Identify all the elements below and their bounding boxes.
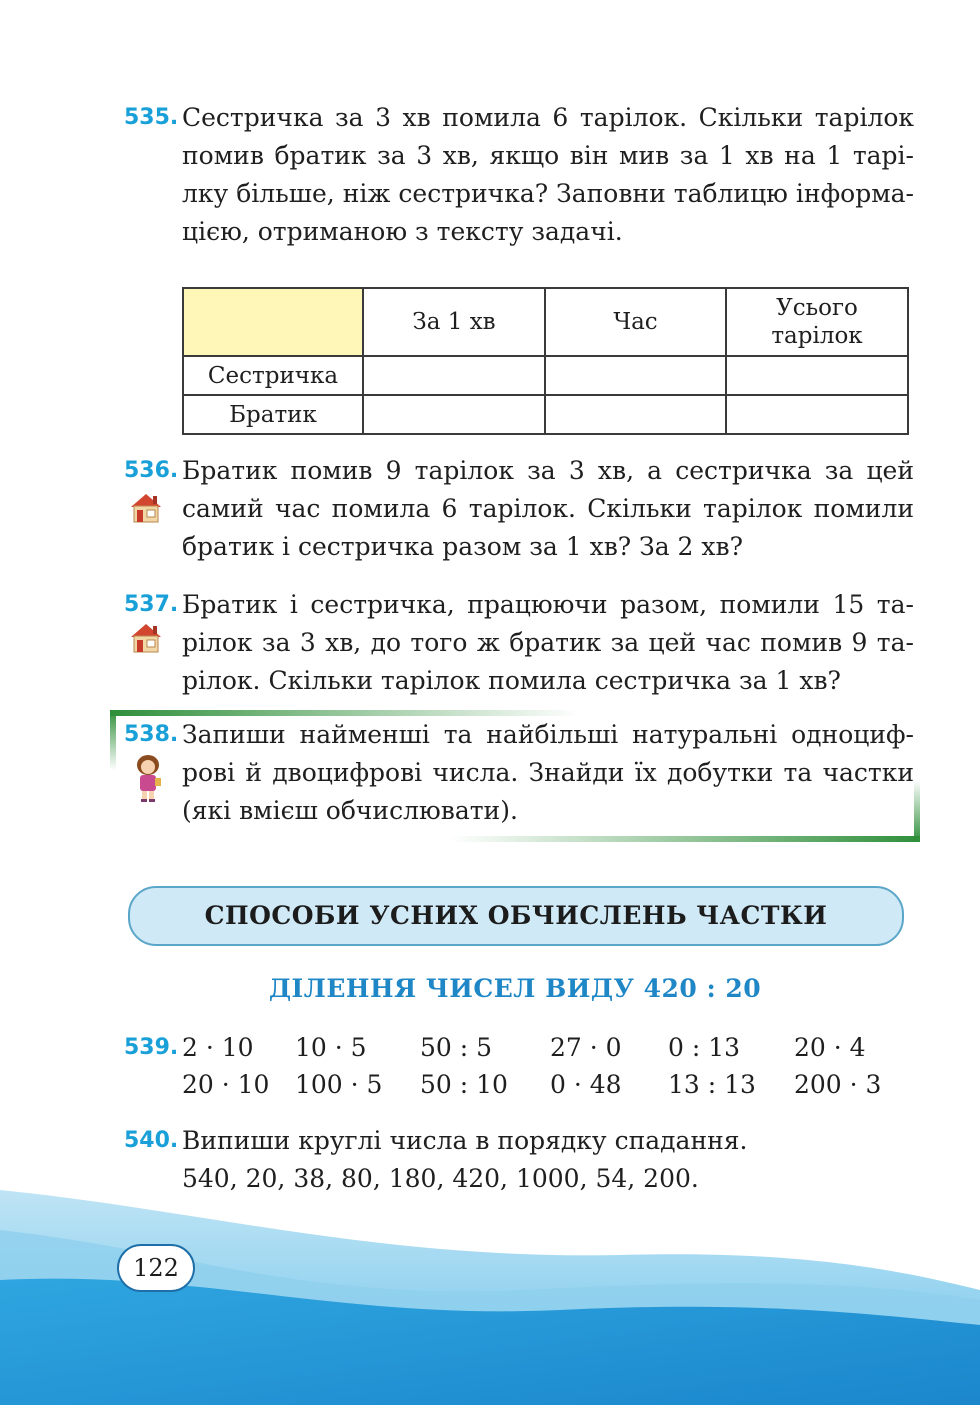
expression: 20 · 4 (794, 1033, 866, 1062)
expression: 0 : 13 (668, 1033, 741, 1062)
section-banner: СПОСОБИ УСНИХ ОБЧИСЛЕНЬ ЧАСТКИ (128, 886, 904, 946)
expression: 20 · 10 (182, 1070, 270, 1099)
task-text (182, 716, 914, 830)
table-cell[interactable] (363, 395, 545, 434)
task-line: рілок за 3 хв, до того ж братик за цей час помив 9 та- (182, 628, 914, 657)
home-icon (129, 622, 163, 654)
task-535 (124, 99, 914, 251)
table-cell: Сестричка (183, 356, 363, 395)
table-header-row (183, 288, 908, 356)
task-text (182, 452, 914, 566)
table-cell[interactable] (726, 356, 908, 395)
task-line: Випиши круглі числа в порядку спадання. (182, 1126, 748, 1155)
expression: 13 : 13 (668, 1070, 756, 1099)
task-number: 539. (124, 1035, 179, 1060)
table-cell[interactable] (363, 356, 545, 395)
expression: 50 : 10 (420, 1070, 508, 1099)
expression: 27 · 0 (550, 1033, 622, 1062)
task-text (182, 1122, 914, 1198)
table-cell[interactable] (726, 395, 908, 434)
task-line: цією, отриманою з тексту задачі. (182, 217, 623, 246)
task-line: лку більше, ніж сестричка? Заповни таблицю інформа- (182, 179, 914, 208)
task-line: Братик помив 9 тарілок за 3 хв, а сестричка за цей (182, 456, 914, 485)
table-cell: Братик (183, 395, 363, 434)
girl-icon (131, 754, 165, 804)
task-538 (124, 716, 914, 830)
task-text (182, 99, 914, 251)
home-icon (129, 492, 163, 524)
task-536 (124, 452, 914, 566)
expression: 2 · 10 (182, 1033, 254, 1062)
table-header-cell: За 1 хв (363, 288, 545, 356)
table-cell[interactable] (545, 356, 726, 395)
task-number: 540. (124, 1128, 179, 1153)
expression: 50 : 5 (420, 1033, 493, 1062)
expression: 0 · 48 (550, 1070, 622, 1099)
task-number: 535. (124, 105, 179, 130)
table-header-line: тарілок (771, 323, 863, 349)
task-line: помив братик за 3 хв, якщо він мив за 1 хв на 1 тарі- (182, 141, 914, 170)
task-line: (які вмієш обчислювати). (182, 796, 518, 825)
task-537 (124, 586, 914, 700)
table-header-line: Усього (776, 295, 858, 321)
expression: 10 · 5 (295, 1033, 367, 1062)
page-number: 122 (117, 1244, 195, 1292)
task-line: рові й двоцифрові числа. Знайди їх добутки та частки (182, 758, 914, 787)
table-header-cell (726, 288, 908, 356)
table-row (183, 395, 908, 434)
table-header-cell (183, 288, 363, 356)
task-line: рілок. Скільки тарілок помила сестричка за 1 хв? (182, 666, 841, 695)
task-line: Братик і сестричка, працюючи разом, помили 15 та- (182, 590, 914, 619)
task-line: братик і сестричка разом за 1 хв? За 2 хв? (182, 532, 743, 561)
expression: 200 · 3 (794, 1070, 882, 1099)
info-table (182, 287, 909, 435)
task-line: Запиши найменші та найбільші натуральні одноциф- (182, 720, 914, 749)
expression: 100 · 5 (295, 1070, 383, 1099)
task-number: 538. (124, 722, 179, 747)
task-number: 537. (124, 592, 179, 617)
task-line: самий час помила 6 тарілок. Скільки тарілок помили (182, 494, 914, 523)
table-cell[interactable] (545, 395, 726, 434)
table-row (183, 356, 908, 395)
task-line: 540, 20, 38, 80, 180, 420, 1000, 54, 200. (182, 1164, 699, 1193)
task-text (182, 586, 914, 700)
section-subtitle: ДІЛЕННЯ ЧИСЕЛ ВИДУ 420 : 20 (268, 974, 762, 1003)
task-540 (124, 1122, 914, 1198)
task-line: Сестричка за 3 хв помила 6 тарілок. Скільки тарілок (182, 103, 914, 132)
table-header-cell: Час (545, 288, 726, 356)
task-number: 536. (124, 458, 179, 483)
